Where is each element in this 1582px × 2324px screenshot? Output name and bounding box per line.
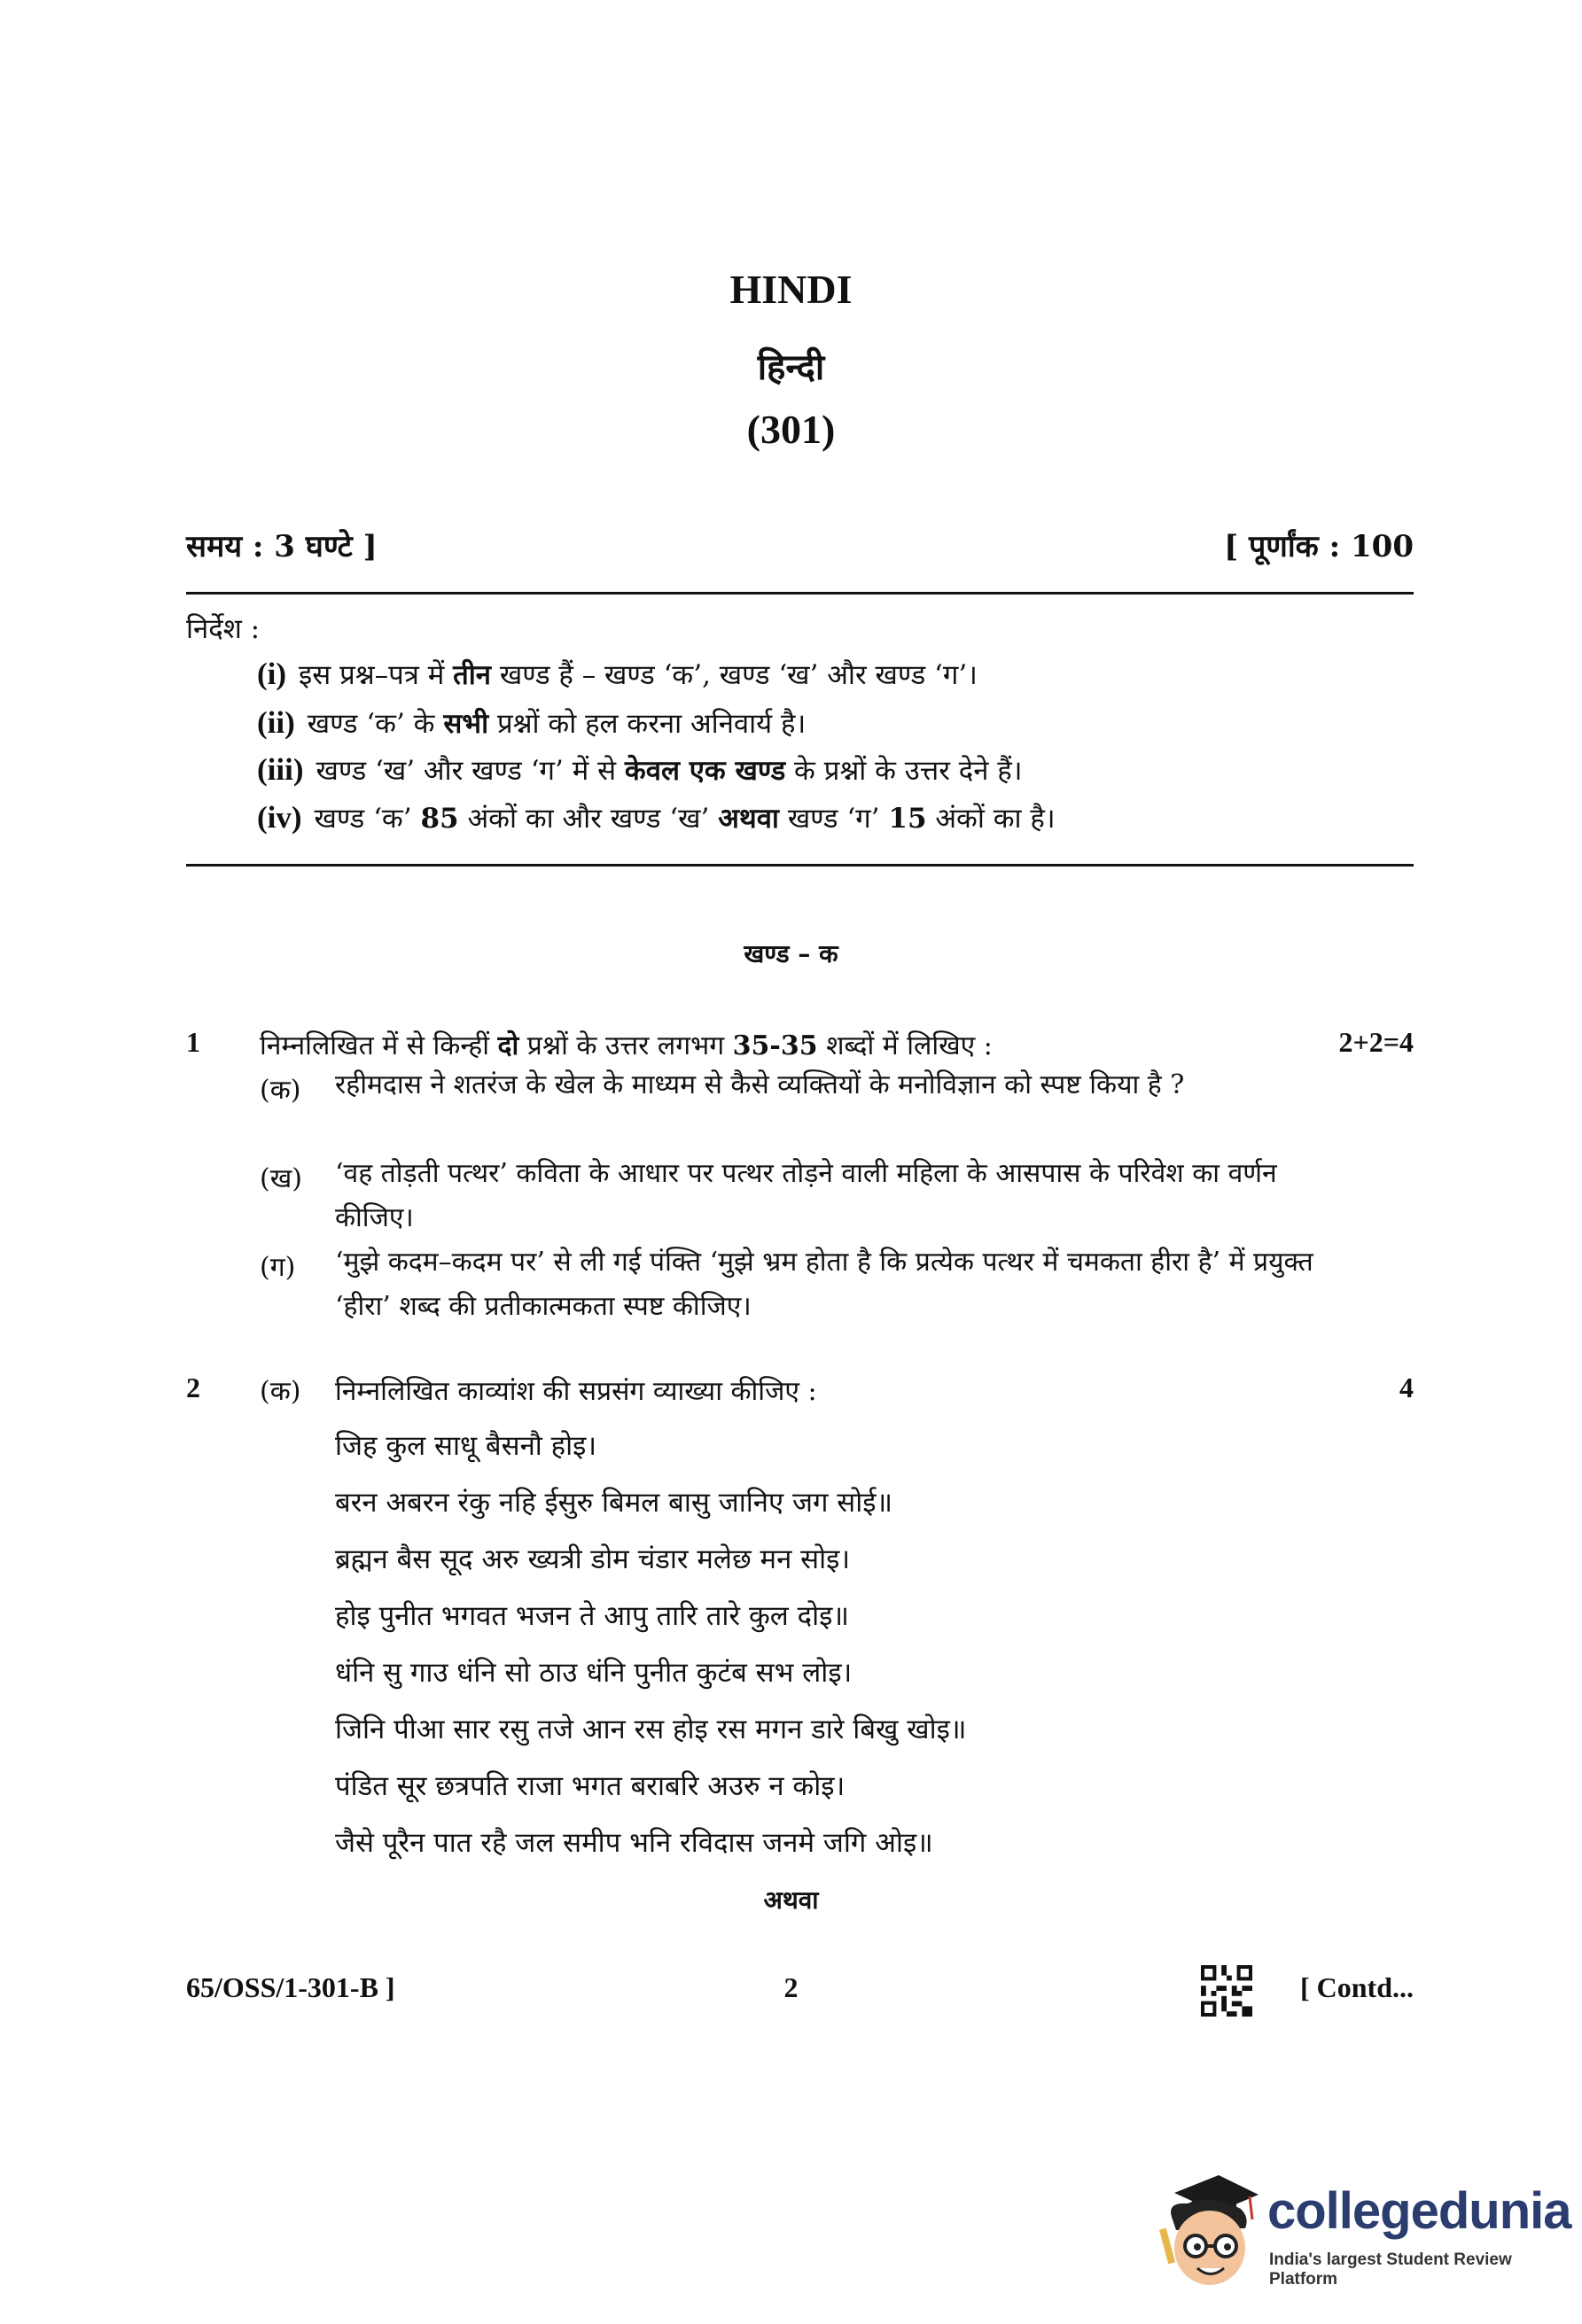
question-number: 1 xyxy=(186,1026,200,1058)
question-text-part: शब्दों में लिखिए : xyxy=(817,1030,993,1061)
instruction-bold: तीन xyxy=(453,659,492,691)
sub-question-label: (ग) xyxy=(260,1252,296,1283)
continued-marker: [ Contd... xyxy=(1299,1971,1414,2003)
instruction-bold: केवल एक खण्ड xyxy=(624,755,786,787)
question-marks: 4 xyxy=(1399,1372,1414,1403)
divider-top xyxy=(186,592,1414,595)
verse-line: जिह कुल साधू बैसनौ होइ। xyxy=(335,1430,597,1462)
instruction-item xyxy=(257,799,1056,836)
collegedunia-mascot-icon xyxy=(1157,2166,1263,2299)
sub-question-label: (क) xyxy=(260,1075,301,1106)
qr-code-icon xyxy=(1201,1965,1252,2017)
time-allowed: समय : 3 घण्टे ] xyxy=(186,529,378,564)
question-text-part: प्रश्नों के उत्तर लगभग xyxy=(518,1030,733,1061)
instruction-bold: 85 xyxy=(420,803,459,835)
instruction-number: (iv) xyxy=(257,800,302,835)
verse-line: ब्रह्मन बैस सूद अरु ख्यत्री डोम चंडार मलेछ मन सोइ। xyxy=(335,1543,851,1575)
verse-line: बरन अबरन रंकु नहि ईसुरु बिमल बासु जानिए जग सोई॥ xyxy=(335,1487,893,1519)
question-bold: 35-35 xyxy=(732,1030,818,1061)
sub-question-text: ‘वह तोड़ती पत्थर’ कविता के आधार पर पत्थर तोड़ने वाली महिला के आसपास के परिवेश का वर्णन कीजिए। xyxy=(335,1158,1277,1233)
question-text: निम्नलिखित काव्यांश की सप्रसंग व्याख्या कीजिए : xyxy=(335,1376,817,1407)
sub-question-text: ‘मुझे कदम–कदम पर’ से ली गई पंक्ति ‘मुझे भ्रम होता है कि प्रत्येक पत्थर में चमकता हीरा है’ में प्रयुक्त ‘हीरा’ शब्द की प्रतीकात्मकता स्पष्ट कीजिए। xyxy=(335,1247,1313,1322)
question-marks: 2+2=4 xyxy=(1338,1026,1414,1058)
instruction-text: खण्ड ‘ख’ और खण्ड ‘ग’ में से xyxy=(316,755,625,787)
title-hindi: हिन्दी xyxy=(757,346,825,388)
instruction-item xyxy=(257,751,1022,789)
title-english: HINDI xyxy=(729,267,853,312)
instructions-label: निर्देश : xyxy=(186,613,261,645)
question-bold: दो xyxy=(497,1030,519,1061)
instruction-number: (ii) xyxy=(257,705,295,740)
instruction-item xyxy=(257,656,978,693)
brand-name: collegedunia xyxy=(1267,2182,1571,2240)
instruction-text: खण्ड हैं – खण्ड ‘क’, खण्ड ‘ख’ और खण्ड ‘ग’। xyxy=(491,659,978,691)
instruction-number: (i) xyxy=(257,657,287,691)
maximum-marks: [ पूर्णांक : 100 xyxy=(1224,529,1414,564)
question-number: 2 xyxy=(186,1372,200,1403)
subject-code: (301) xyxy=(746,407,836,452)
instruction-text: इस प्रश्न–पत्र में xyxy=(299,659,454,691)
page-number: 2 xyxy=(783,1971,799,2003)
paper-code: 65/OSS/1-301-B ] xyxy=(186,1971,395,2003)
instruction-text: प्रश्नों को हल करना अनिवार्य है। xyxy=(488,708,807,740)
verse-line: होइ पुनीत भगवत भजन ते आपु तारि तारे कुल दोइ॥ xyxy=(335,1600,849,1632)
sub-question-label: (क) xyxy=(260,1376,301,1407)
sub-question-label: (ख) xyxy=(260,1163,302,1194)
instruction-bold: 15 xyxy=(888,803,927,835)
or-separator: अथवा xyxy=(763,1885,819,1915)
instruction-text: खण्ड ‘क’ xyxy=(314,803,421,835)
instruction-item xyxy=(257,704,806,742)
instruction-text: अंकों का है। xyxy=(926,803,1056,835)
question-text-part: निम्नलिखित में से किन्हीं xyxy=(260,1030,498,1061)
brand-tagline: India's largest Student Review Platform xyxy=(1269,2250,1512,2289)
verse-line: जैसे पूरैन पात रहै जल समीप भनि रविदास जनमे जगि ओइ॥ xyxy=(335,1827,933,1859)
question-text xyxy=(260,1026,993,1062)
instruction-text: खण्ड ‘क’ के xyxy=(307,708,444,740)
instruction-bold: अथवा xyxy=(718,803,779,835)
section-title: खण्ड – क xyxy=(744,939,838,968)
instruction-bold: सभी xyxy=(443,708,489,740)
verse-line: धंनि सु गाउ धंनि सो ठाउ धंनि पुनीत कुटंब सभ लोइ। xyxy=(335,1657,853,1689)
instruction-text: अंकों का और खण्ड ‘ख’ xyxy=(458,803,719,835)
divider-bottom xyxy=(186,864,1414,867)
instruction-number: (iii) xyxy=(257,752,304,787)
instruction-text: के प्रश्नों के उत्तर देने हैं। xyxy=(785,755,1023,787)
instruction-text: खण्ड ‘ग’ xyxy=(778,803,889,835)
sub-question-text: रहीमदास ने शतरंज के खेल के माध्यम से कैसे व्यक्तियों के मनोविज्ञान को स्पष्ट किया है ? xyxy=(335,1069,1185,1100)
verse-line: जिनि पीआ सार रसु तजे आन रस होइ रस मगन डारे बिखु खोइ॥ xyxy=(335,1714,967,1745)
verse-line: पंडित सूर छत्रपति राजा भगत बराबरि अउरु न कोइ। xyxy=(335,1770,846,1802)
